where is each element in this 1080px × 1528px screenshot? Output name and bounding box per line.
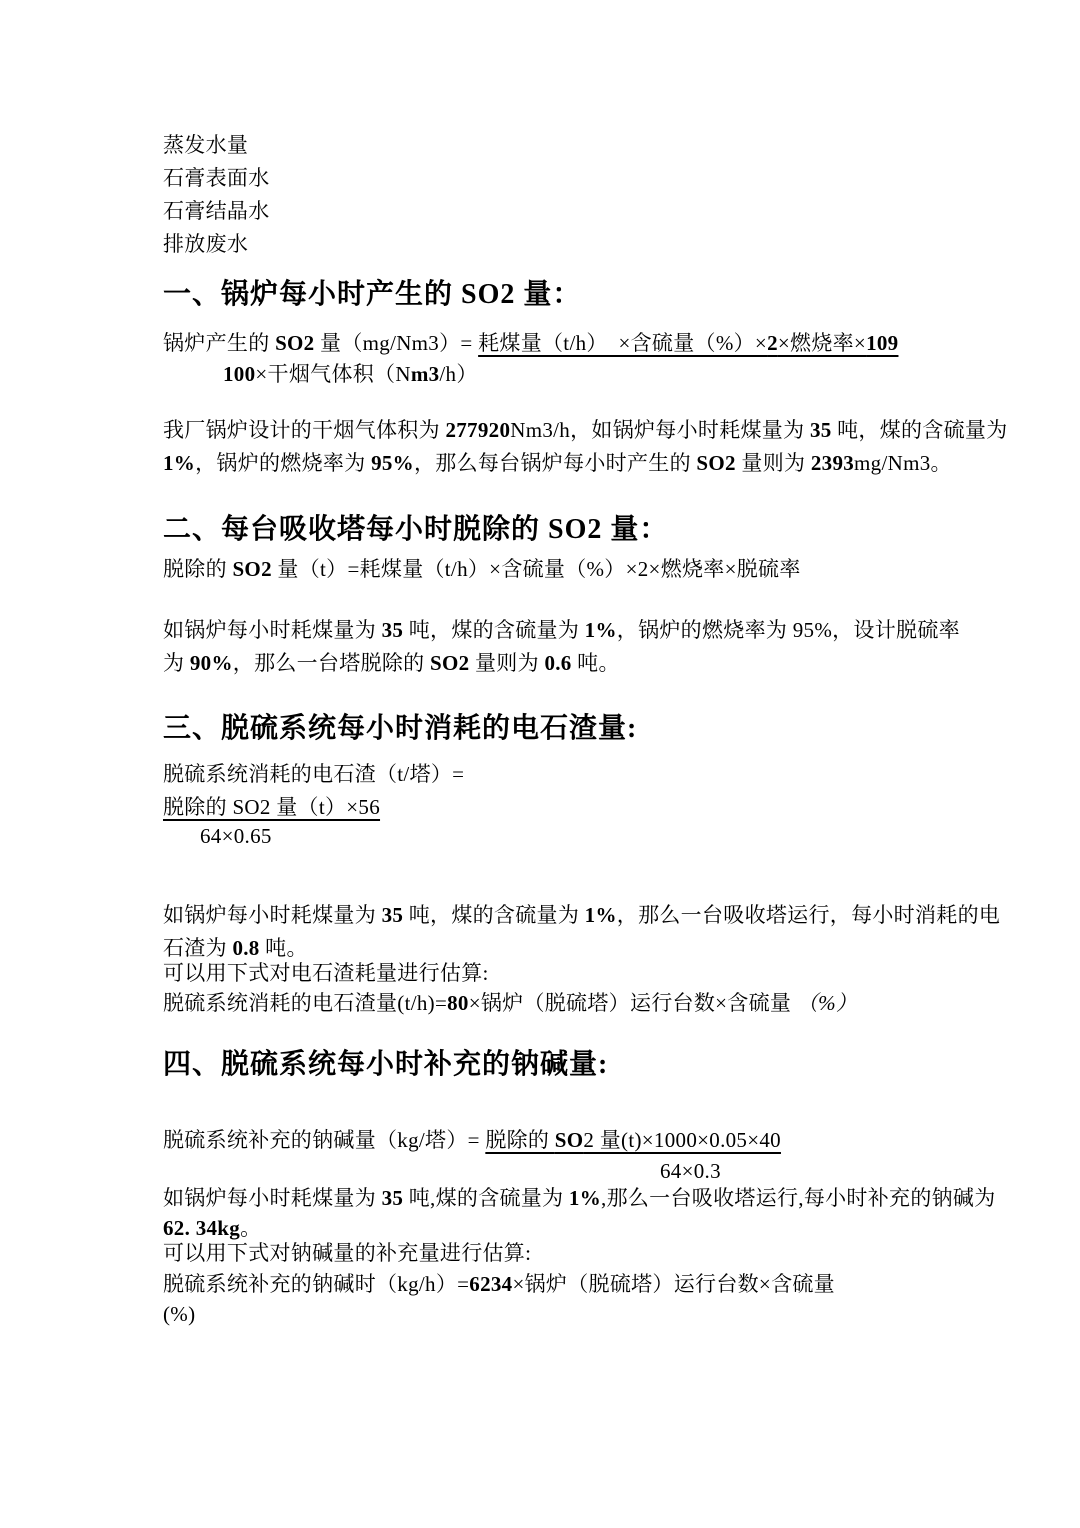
section-4-estimate-formula-line1: [163, 1268, 835, 1301]
section-4-heading: 四、脱硫系统每小时补充的钠碱量:: [163, 1049, 609, 1080]
text-run: 脱硫系统补充的钠碱量（kg/塔）=: [163, 1128, 486, 1152]
section-1-formula-numerator: [163, 327, 898, 360]
text-run: 吨，煤的含硫量为: [403, 618, 585, 642]
text-run: 1%: [584, 903, 617, 927]
text-run: SO2: [232, 557, 272, 581]
text-run: 石膏表面水: [163, 166, 270, 190]
section-2-paragraph-line1: [163, 614, 960, 647]
section-4-estimate-note: [163, 1237, 531, 1270]
text-run: 为: [163, 651, 190, 675]
section-3-formula-denominator: [200, 820, 272, 853]
text-run: 脱除的 SO2 量（t）×56: [163, 795, 381, 819]
section-4-estimate-formula-line2: [163, 1298, 195, 1331]
section-3-paragraph-line1: [163, 899, 1000, 932]
text-run: 可以用下式对钠碱量的补充量进行估算:: [163, 1241, 532, 1265]
text-run: ，锅炉的燃烧率为: [195, 451, 372, 475]
text-run: SO: [554, 1128, 584, 1152]
text-run: 脱硫系统消耗的电石渣量(t/h)=: [163, 991, 448, 1015]
text-run: 如锅炉每小时耗煤量为: [163, 903, 382, 927]
section-3-estimate-formula: [163, 987, 857, 1020]
section-3-formula-intro: [163, 758, 464, 791]
text-run: 277920: [445, 418, 511, 442]
section-1-heading: 一、锅炉每小时产生的 SO2 量：: [163, 279, 582, 310]
text-run: 35: [809, 418, 832, 442]
text-run: 耗煤量（t/h） ×含硫量（%）×: [478, 331, 768, 355]
text-run: 如锅炉每小时耗煤量为: [163, 618, 382, 642]
text-run: 脱除的: [485, 1128, 555, 1152]
text-run: 吨,煤的含硫量为: [403, 1186, 569, 1210]
list-item-gypsum-surface-water: [163, 162, 270, 195]
text-run: 量则为: [469, 651, 545, 675]
section-4-paragraph-line1: [163, 1182, 996, 1215]
text-run: 吨。: [259, 936, 308, 960]
text-run: /h）: [439, 362, 478, 386]
text-run: 64×0.3: [660, 1159, 721, 1183]
text-run: Nm3/h，如锅炉每小时耗煤量为: [510, 418, 810, 442]
text-run: ，那么一台吸收塔运行，每小时消耗的电: [616, 903, 1001, 927]
text-run: 1%: [163, 451, 196, 475]
text-run: ×锅炉（脱硫塔）运行台数×含硫量: [468, 991, 797, 1015]
text-run: 排放废水: [163, 232, 249, 256]
text-run: 石膏结晶水: [163, 199, 270, 223]
text-run: (%): [163, 1302, 196, 1326]
text-run: 35: [381, 618, 404, 642]
text-run: 90%: [189, 651, 233, 675]
text-run: 锅炉产生的: [163, 331, 276, 355]
section-4-formula-numerator: [163, 1124, 781, 1157]
section-3-heading: 三、脱硫系统每小时消耗的电石渣量:: [163, 713, 638, 744]
text-run: 吨，煤的含硫量为: [831, 418, 1008, 442]
text-run: 6234: [469, 1272, 513, 1296]
text-run: 0.6: [544, 651, 572, 675]
text-run: 蒸发水量: [163, 133, 249, 157]
section-1-formula-denominator: [223, 358, 478, 391]
text-run: 量（t）=耗煤量（t/h）×含硫量（%）×2×燃烧率×脱硫率: [271, 557, 801, 581]
text-run: SO2: [696, 451, 736, 475]
text-run: 脱除的: [163, 557, 233, 581]
text-run: 可以用下式对电石渣耗量进行估算:: [163, 961, 489, 985]
text-run: （%）: [796, 991, 858, 1015]
text-run: 吨。: [571, 651, 620, 675]
text-run: 95%: [371, 451, 414, 475]
text-run: 0.8: [232, 936, 260, 960]
text-run: 35: [381, 903, 404, 927]
section-1-paragraph-line2: [163, 447, 952, 480]
text-run: ×锅炉（脱硫塔）运行台数×含硫量: [512, 1272, 835, 1296]
text-run: mg/Nm3。: [854, 451, 952, 475]
text-run: 62. 34kg: [163, 1216, 241, 1240]
text-run: 2 量(t)×1000×0.05×40: [583, 1128, 781, 1152]
text-run: 35: [381, 1186, 404, 1210]
text-run: 量则为: [735, 451, 811, 475]
text-run: 如锅炉每小时耗煤量为: [163, 1186, 382, 1210]
text-run: 量（mg/Nm3）=: [314, 331, 479, 355]
list-item-gypsum-crystal-water: [163, 195, 270, 228]
text-run: ×干烟气体积（N: [255, 362, 411, 386]
text-run: ,那么一台吸收塔运行,每小时补充的钠碱为: [601, 1186, 996, 1210]
list-item-evaporation-water: [163, 129, 248, 162]
text-run: m3: [410, 362, 440, 386]
text-run: ，那么每台锅炉每小时产生的: [413, 451, 697, 475]
text-run: 64×0.65: [200, 824, 272, 848]
text-run: 我厂锅炉设计的干烟气体积为: [163, 418, 446, 442]
section-1-paragraph-line1: [163, 414, 1008, 447]
text-run: 2393: [810, 451, 855, 475]
section-2-paragraph-line2: [163, 647, 620, 680]
list-item-waste-water: [163, 228, 248, 261]
section-2-heading: 二、每台吸收塔每小时脱除的 SO2 量：: [163, 514, 669, 545]
text-run: 石渣为: [163, 936, 233, 960]
text-run: 吨，煤的含硫量为: [403, 903, 585, 927]
section-3-estimate-note: [163, 957, 489, 990]
text-run: 80: [447, 991, 469, 1015]
text-run: ，锅炉的燃烧率为 95%，设计脱硫率: [616, 618, 960, 642]
text-run: 100: [223, 362, 256, 386]
text-run: ，那么一台塔脱除的: [232, 651, 431, 675]
text-run: 1%: [568, 1186, 602, 1210]
text-run: SO2: [275, 331, 315, 355]
section-2-formula: [163, 553, 801, 586]
text-run: 脱硫系统消耗的电石渣（t/塔）=: [163, 762, 465, 786]
text-run: SO2: [430, 651, 470, 675]
text-run: ×燃烧率×: [777, 331, 867, 355]
text-run: 109: [866, 331, 899, 355]
text-run: 1%: [584, 618, 617, 642]
text-run: 。: [240, 1216, 262, 1240]
text-run: 脱硫系统补充的钠碱时（kg/h）=: [163, 1272, 470, 1296]
text-run: 2: [767, 331, 778, 355]
